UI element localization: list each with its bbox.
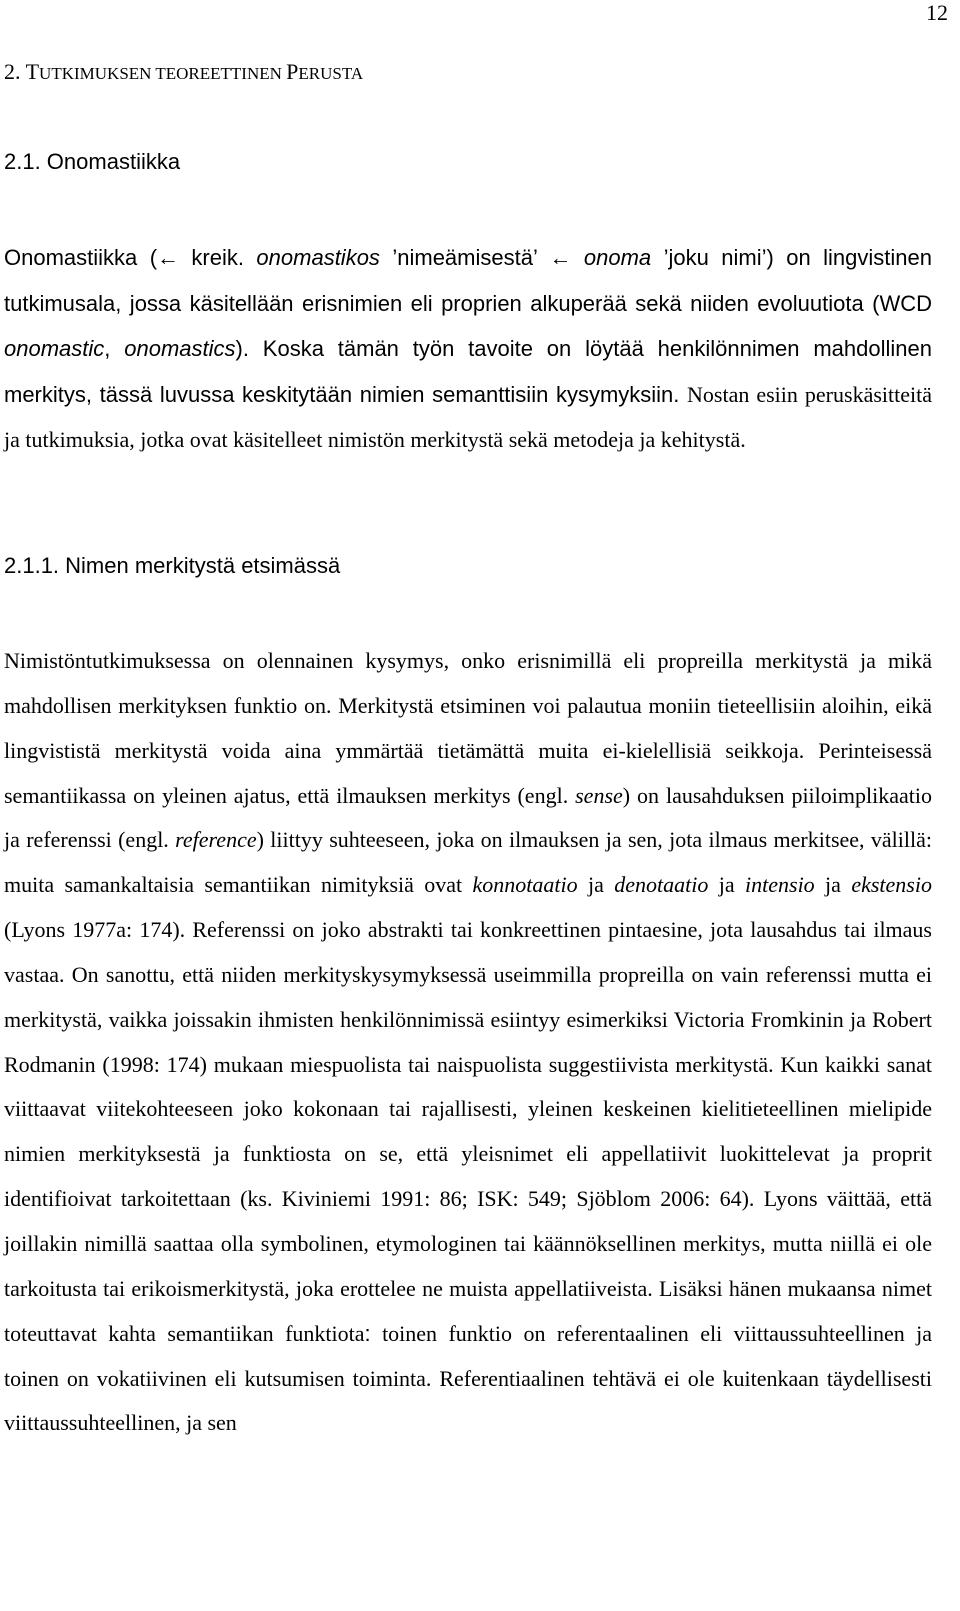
term-italic: ekstensio [851, 872, 932, 898]
term-italic: onomastikos [256, 245, 380, 270]
text-run: (Lyons 1977a: 174). Referenssi on joko abstrakti tai konkreettinen pintaesine, jota lausahdus tai ilmaus vastaa. On sanottu, että niiden merkityskysymyksessä useimmilla propreilla on vain referenssi mutta ei merkitystä, vaikka joissakin ihmisten henkilönnimissä esiintyy esimerkiksi Victoria Fromkinin ja Robert Rodmanin (1998: 174) mukaan miespuolista tai naispuolista suggestiivista merkitystä. Kun kaikki sanat viittaavat viitekohteeseen joko kokonaan tai rajallisesti, yleinen keskeinen kielitieteellinen mielipide nimien merkityksestä ja funktiosta on se, että yleisnimet eli appellatiivit luokittelevat ja proprit identifioivat tarkoitettaan (ks. Kiviniemi 1991: 86; ISK: 549; Sjöblom 2006: 64). Lyons väittää, että joillakin nimillä saattaa olla symbolinen, etymologinen tai käännöksellinen merkitys, mutta niillä ei ole tarkoitusta tai erikoismerkitystä, joka erottelee ne muista appellatiiveista. Lisäksi hänen mukaansa nimet toteuttavat kahta semantiikan funktiota [4, 917, 932, 1346]
arrow-left-icon: ← [549, 245, 572, 270]
term-italic: onomastic [4, 336, 105, 361]
chapter-title-part: P [286, 59, 299, 84]
text-run: ). Koska tämän työn tavoite on löytää henkilönnimen mahdollinen merkitys, tässä luvussa keskitytään nimien semanttisiin kysymyksiin. [4, 336, 932, 407]
page-number: 12 [926, 0, 948, 25]
subsection-title: 2.1.1. Nimen merkitystä etsimässä [4, 553, 341, 578]
chapter-title-part: UTKIMUKSEN TEOREETTINEN [39, 64, 287, 83]
text-run [571, 245, 583, 270]
chapter-title-part: 2. T [4, 59, 40, 84]
text-run: ’joku nimi’) on lingvistinen tutkimusala, jossa käsitellään erisnimien eli proprien alkuperää sekä niiden evoluutiota (WCD [4, 245, 932, 316]
arrow-left-icon: ← [157, 245, 180, 270]
chapter-title-part: ERUSTA [298, 64, 364, 83]
text-run: kreik. [179, 245, 257, 270]
text-run: Nimistöntutkimuksessa on olennainen kysymys, onko erisnimillä eli propreilla merkitystä ja mikä mahdollisen merkityksen funktio on. Merkitystä etsiminen voi palautua moniin tieteellisiin aloihin, eikä lingvististä merkitystä voida aina ymmärtää tietämättä muita ei-kielellisiä seikkoja. Perinteisessä semantiikassa on yleinen ajatus, että ilmauksen merkitys (engl. [4, 648, 932, 808]
intro-paragraph [4, 235, 932, 463]
text-run: ) liittyy suhteeseen, joka on ilmauksen ja sen, jota ilmaus merkitsee, välillä: muita samankaltaisia semantiikan nimityksiä ovat [4, 827, 933, 898]
term-italic: onoma [583, 245, 652, 270]
term-italic: reference [175, 827, 257, 853]
text-run: ja [577, 872, 615, 898]
text-run: Nostan esiin peruskäsitteitä ja tutkimuksia, jotka ovat käsitelleet nimistön merkitystä sekä metodeja ja kehitystä. [4, 381, 932, 452]
term-italic: intensio [745, 872, 815, 898]
chapter-title [4, 59, 363, 87]
text-run: ’nimeämisestä’ [379, 245, 550, 270]
term-italic: konnotaatio [472, 872, 578, 898]
text-run: : [364, 1320, 371, 1346]
text-run: ja [708, 872, 746, 898]
text-run: , [104, 336, 125, 361]
term-italic: sense [575, 782, 623, 808]
term-italic: denotaatio [614, 872, 709, 898]
text-run: ) on lausahduksen piiloimplikaatio ja referenssi (engl. [4, 782, 932, 853]
body-paragraph [4, 639, 932, 1446]
section-title: 2.1. Onomastiikka [4, 149, 181, 174]
text-run: toinen funktio on referentaalinen eli viittaussuhteellinen ja toinen on vokatiivinen eli kutsumisen toiminta. Referentiaalinen tehtävä ei ole kuitenkaan täydellisesti viittaussuhteellinen, ja sen [4, 1320, 933, 1436]
text-run: ja [814, 872, 852, 898]
text-run: Onomastiikka ( [4, 245, 158, 270]
term-italic: onomastics [124, 336, 236, 361]
